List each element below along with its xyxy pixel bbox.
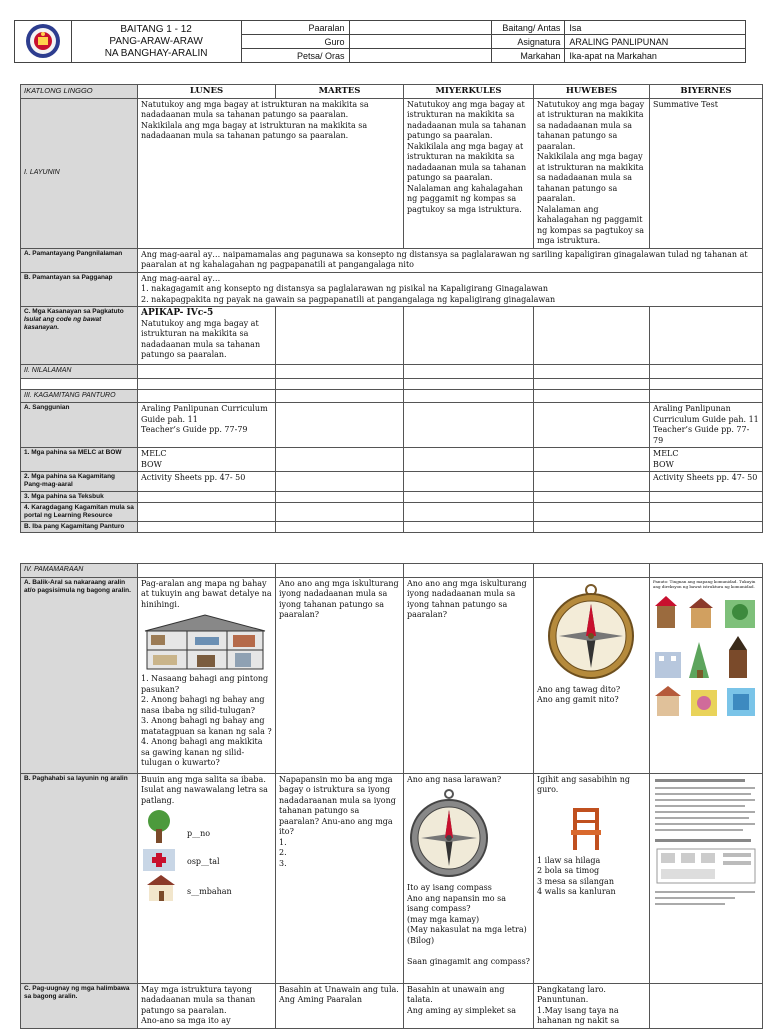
sanggunian-miyerkules bbox=[404, 403, 534, 448]
iba-pang-cell bbox=[404, 522, 534, 533]
asignatura-value: ARALING PANLIPUNAN bbox=[565, 35, 746, 49]
kagamitan-cell bbox=[138, 389, 276, 403]
balik-aral-huwebes-questions: Ano ang tawag dito? Ano ang gamit nito? bbox=[537, 684, 621, 704]
day-header-lunes: LUNES bbox=[138, 85, 276, 99]
pag-uugnay-label: C. Pag-uugnay ng mga halimbawa sa bagong aralin. bbox=[21, 983, 138, 1028]
header-title-line-2: PANG-ARAW-ARAW bbox=[109, 35, 203, 47]
paghahabi-lunes-intro: Buuin ang mga salita sa ibaba. Isulat ang nawawalang letra sa patlang. bbox=[141, 774, 268, 805]
pamamaraan-cell bbox=[650, 564, 763, 578]
kagamitang-pang-mag-aaral-martes bbox=[276, 472, 404, 492]
paghahabi-miyerkules-question: Ano ang nasa larawan? bbox=[407, 774, 502, 784]
compass-image-2 bbox=[407, 788, 491, 880]
petsa-label: Petsa/ Oras bbox=[241, 49, 349, 63]
teksbuk-cell bbox=[404, 492, 534, 503]
layunin-label: I. LAYUNIN bbox=[21, 98, 138, 248]
teksbuk-cell bbox=[650, 492, 763, 503]
word-pino: p__no bbox=[187, 829, 211, 838]
karagdagang-cell bbox=[276, 503, 404, 522]
day-header-huwebes: HUWEBES bbox=[534, 85, 650, 99]
word-item-pino bbox=[141, 809, 272, 843]
kagamitang-pang-mag-aaral-lunes: Activity Sheets pp. 47- 50 bbox=[138, 472, 276, 492]
nilalaman-biyernes bbox=[650, 365, 763, 379]
word-item-simbahan bbox=[141, 873, 272, 901]
iba-pang-cell bbox=[534, 522, 650, 533]
pamamaraan-table bbox=[20, 563, 763, 1029]
pag-uugnay-biyernes bbox=[650, 983, 763, 1028]
house-floor-plan-image bbox=[141, 613, 269, 671]
kasanayan-label-text: C. Mga Kasanayan sa Pagkatuto bbox=[24, 308, 124, 315]
kasanayan-miyerkules bbox=[404, 307, 534, 365]
pag-uugnay-martes: Basahin at Unawain ang tula. Ang Aming Paaralan bbox=[276, 983, 404, 1028]
hospital-icon bbox=[141, 843, 177, 871]
sanggunian-lunes: Araling Panlipunan Curriculum Guide pah. 11 Teacher’s Guide pp. 77-79 bbox=[138, 403, 276, 448]
word-ospital: osp__tal bbox=[187, 857, 220, 866]
melc-bow-miyerkules bbox=[404, 448, 534, 472]
nilalaman-miyerkules bbox=[404, 365, 534, 379]
spacer-cell bbox=[534, 378, 650, 389]
paghahabi-huwebes bbox=[534, 773, 650, 983]
balik-aral-martes: Ano ano ang mga iskulturang iyong nadadaanan mula sa iyong tahanan patungo sa paaralan? bbox=[276, 577, 404, 773]
kasanayan-lunes bbox=[138, 307, 276, 365]
church-icon bbox=[141, 873, 181, 901]
markahan-value: Ika-apat na Markahan bbox=[565, 49, 746, 63]
kasanayan-huwebes bbox=[534, 307, 650, 365]
header-title bbox=[71, 21, 241, 63]
sanggunian-huwebes bbox=[534, 403, 650, 448]
iba-pang-cell bbox=[276, 522, 404, 533]
kasanayan-code: APIKAP- IVc-5 bbox=[141, 308, 214, 318]
spacer-cell bbox=[276, 378, 404, 389]
paghahabi-lunes bbox=[138, 773, 276, 983]
iba-pang-cell bbox=[650, 522, 763, 533]
paaralan-label: Paaralan bbox=[241, 21, 349, 35]
kagamitang-pang-mag-aaral-biyernes: Activity Sheets pp. 47- 50 bbox=[650, 472, 763, 492]
pamamaraan-cell bbox=[534, 564, 650, 578]
word-simbahan: s__mbahan bbox=[187, 887, 232, 896]
balik-aral-lunes-questions: 1. Nasaang bahagi ang pintong pasukan? 2. Anong bahagi ng bahay ang nasa ibaba ng silid-tulugan? 3. Anong bahagi ng bahay ang matatagpuan sa kanan ng sala ? 4. Anong bahagi ang makikita sa gawing kanan ng silid-tulugan o kuwarto? bbox=[141, 674, 272, 767]
spacer-cell bbox=[138, 378, 276, 389]
community-map-image bbox=[653, 592, 759, 722]
karagdagang-kagamitan-label: 4. Karagdagang Kagamitan mula sa portal ng Learning Resource bbox=[21, 503, 138, 522]
compass-image bbox=[541, 582, 641, 682]
nilalaman-lunes bbox=[138, 365, 276, 379]
pamamaraan-cell bbox=[138, 564, 276, 578]
balik-aral-label: A. Balik-Aral sa nakaraang aralin at/o pagsisimula ng bagong aralin. bbox=[21, 577, 138, 773]
balik-aral-biyernes bbox=[650, 577, 763, 773]
karagdagang-cell bbox=[534, 503, 650, 522]
pag-uugnay-miyerkules: Basahin at unawain ang talata. Ang aming ay simpleket sa bbox=[404, 983, 534, 1028]
deped-seal-icon bbox=[25, 23, 61, 59]
melc-bow-lunes: MELC BOW bbox=[138, 448, 276, 472]
teksbuk-cell bbox=[534, 492, 650, 503]
melc-bow-huwebes bbox=[534, 448, 650, 472]
teksbuk-label: 3. Mga pahina sa Teksbuk bbox=[21, 492, 138, 503]
melc-bow-label: 1. Mga pahina sa MELC at BOW bbox=[21, 448, 138, 472]
iba-pang-kagamitan-label: B. Iba pang Kagamitang Panturo bbox=[21, 522, 138, 533]
iba-pang-cell bbox=[138, 522, 276, 533]
kagamitan-cell bbox=[650, 389, 763, 403]
balik-aral-lunes-intro: Pag-aralan ang mapa ng bahay at tukuyin ang bawat detalye na hinihingi. bbox=[141, 578, 272, 609]
pag-uugnay-huwebes: Pangkatang laro. Panuntunan. 1.May isang taya na hahanan ng nakit sa bbox=[534, 983, 650, 1028]
sanggunian-label: A. Sanggunian bbox=[21, 403, 138, 448]
tree-icon bbox=[141, 809, 177, 843]
guro-value bbox=[349, 35, 491, 49]
kagamitan-cell bbox=[534, 389, 650, 403]
melc-bow-martes bbox=[276, 448, 404, 472]
word-item-ospital bbox=[141, 843, 272, 873]
paghahabi-huwebes-list: 1 ilaw sa hilaga 2 bola sa timog 3 mesa sa silangan 4 walis sa kanluran bbox=[537, 855, 616, 896]
kasanayan-biyernes bbox=[650, 307, 763, 365]
header-title-line-3: NA BANGHAY-ARALIN bbox=[104, 47, 208, 59]
kagamitang-pang-mag-aaral-miyerkules bbox=[404, 472, 534, 492]
balik-aral-miyerkules: Ano ano ang mga iskulturang iyong nadadaanan mula sa iyong tahnan patungo sa paaralan? bbox=[404, 577, 534, 773]
kasanayan-label-sub: Isulat ang code ng bawat kasanayan. bbox=[24, 316, 102, 331]
pamantayang-pangnilalaman-text: Ang mag-aaral ay… naipamamalas ang pagunawa sa konsepto ng distansya sa paglalarawan ng sariling kapaligiran ginagalawan tulad ng tahanan at paaralan at ng kahalagahan ng pagpapanatili at pangangalaga nito bbox=[138, 248, 763, 272]
paghahabi-biyernes bbox=[650, 773, 763, 983]
pamamaraan-cell bbox=[404, 564, 534, 578]
chair-image bbox=[567, 806, 607, 852]
pamantayang-pangnilalaman-label: A. Pamantayang Pangnilalaman bbox=[21, 248, 138, 272]
spacer-row-label bbox=[21, 378, 138, 389]
baitang-label: Baitang/ Antas bbox=[491, 21, 565, 35]
teksbuk-cell bbox=[138, 492, 276, 503]
markahan-label: Markahan bbox=[491, 49, 565, 63]
day-header-miyerkules: MIYERKULES bbox=[404, 85, 534, 99]
week-label: IKATLONG LINGGO bbox=[21, 85, 138, 99]
teksbuk-cell bbox=[276, 492, 404, 503]
kagamitan-label: III. KAGAMITANG PANTURO bbox=[21, 389, 138, 403]
paghahabi-martes: Napapansin mo ba ang mga bagay o istruktura sa iyong nadadaraanan mula sa iyong tahanan patungo sa paaralan? Anu-ano ang mga ito? 1. 2. 3. bbox=[276, 773, 404, 983]
sanggunian-martes bbox=[276, 403, 404, 448]
worksheet-thumbnail-image bbox=[653, 775, 759, 925]
paghahabi-miyerkules bbox=[404, 773, 534, 983]
header-title-line-1: BAITANG 1 - 12 bbox=[120, 23, 192, 35]
top-lesson-table bbox=[20, 84, 763, 533]
pamamaraan-label: IV. PAMAMARAAN bbox=[21, 564, 138, 578]
pamantayan-pagganap-label: B. Pamantayan sa Pagganap bbox=[21, 272, 138, 307]
paaralan-value bbox=[349, 21, 491, 35]
kasanayan-label bbox=[21, 307, 138, 365]
karagdagang-cell bbox=[138, 503, 276, 522]
spacer-cell bbox=[404, 378, 534, 389]
spacer-cell bbox=[650, 378, 763, 389]
asignatura-label: Asignatura bbox=[491, 35, 565, 49]
sanggunian-biyernes: Araling Panlipunan Curriculum Guide pah. 11 Teacher’s Guide pp. 77-79 bbox=[650, 403, 763, 448]
pag-uugnay-lunes: May mga istruktura tayong nadadaanan mula sa thanan patungo sa paaralan. Ano-ano sa mga ito ay bbox=[138, 983, 276, 1028]
deped-seal-cell bbox=[15, 21, 72, 63]
pamantayan-pagganap-text: Ang mag-aaral ay… 1. nakagagamit ang konsepto ng distansya sa paglalarawan ng pisikal na Kapaligirang Ginagalawan 2. nakapagpakita ng payak na gawain sa pagpapanatili at pangangalaga ng kapaligirang ginagalawan bbox=[138, 272, 763, 307]
nilalaman-martes bbox=[276, 365, 404, 379]
balik-aral-biyernes-instructions: Panuto: Tingnan ang mapang komunidad. Tukuyin ang direksyon ng bawat istruktura ng komunidad. bbox=[653, 578, 756, 589]
baitang-value: Isa bbox=[565, 21, 746, 35]
guro-label: Guro bbox=[241, 35, 349, 49]
kagamitang-pang-mag-aaral-label: 2. Mga pahina sa Kagamitang Pang-mag-aaral bbox=[21, 472, 138, 492]
kagamitang-pang-mag-aaral-huwebes bbox=[534, 472, 650, 492]
karagdagang-cell bbox=[650, 503, 763, 522]
balik-aral-huwebes bbox=[534, 577, 650, 773]
nilalaman-label: II. NILALAMAN bbox=[21, 365, 138, 379]
paghahabi-label: B. Paghahabi sa layunin ng aralin bbox=[21, 773, 138, 983]
layunin-huwebes: Natutukoy ang mga bagay at istrukturan na makikita sa nadadaanan mula sa tahanan patungo sa paaralan. Nakikilala ang mga bagay at istrukturan na makikita sa nadadaanan mula sa tahanan patungo sa paaralan. Nalalaman ang kahalagahan ng paggamit ng kompas sa pagtukoy sa mga istruktura. bbox=[534, 98, 650, 248]
kasanayan-martes bbox=[276, 307, 404, 365]
day-header-martes: MARTES bbox=[276, 85, 404, 99]
day-header-biyernes: BIYERNES bbox=[650, 85, 763, 99]
kagamitan-cell bbox=[276, 389, 404, 403]
karagdagang-cell bbox=[404, 503, 534, 522]
layunin-miyerkules: Natutukoy ang mga bagay at istrukturan na makikita sa nadadaanan mula sa tahanan patungo sa paaralan. Nakikilala ang mga bagay at istrukturan na makikita sa nadadaanan mula sa tahanan patungo sa paaralan. Nalalaman ang kahalagahan ng paggamit ng kompas sa pagtukoy sa mga istruktura. bbox=[404, 98, 534, 248]
balik-aral-lunes bbox=[138, 577, 276, 773]
pamamaraan-cell bbox=[276, 564, 404, 578]
kasanayan-text: Natutukoy ang mga bagay at istrukturan na makikita sa nadadaanan mula sa tahanan patungo sa paaralan. bbox=[141, 318, 261, 359]
paghahabi-huwebes-intro: Igihit ang sasabihin ng guro. bbox=[537, 774, 631, 794]
nilalaman-huwebes bbox=[534, 365, 650, 379]
layunin-lunes: Natutukoy ang mga bagay at istrukturan na makikita sa nadadaanan mula sa tahanan patungo sa paaralan. Nakikilala ang mga bagay at istrukturan na makikita sa nadadaanan mula sa tahanan patungo sa paaralan. bbox=[138, 98, 404, 248]
header-table bbox=[14, 20, 746, 63]
paghahabi-miyerkules-text: Ito ay isang compass Ano ang napansin mo sa isang compass? (may mga kamay) (May nakasulat na mga letra) (Bilog) Saan ginagamit ang compass? bbox=[407, 883, 530, 966]
petsa-value bbox=[349, 49, 491, 63]
melc-bow-biyernes: MELC BOW bbox=[650, 448, 763, 472]
kagamitan-cell bbox=[404, 389, 534, 403]
layunin-biyernes: Summative Test bbox=[650, 98, 763, 248]
